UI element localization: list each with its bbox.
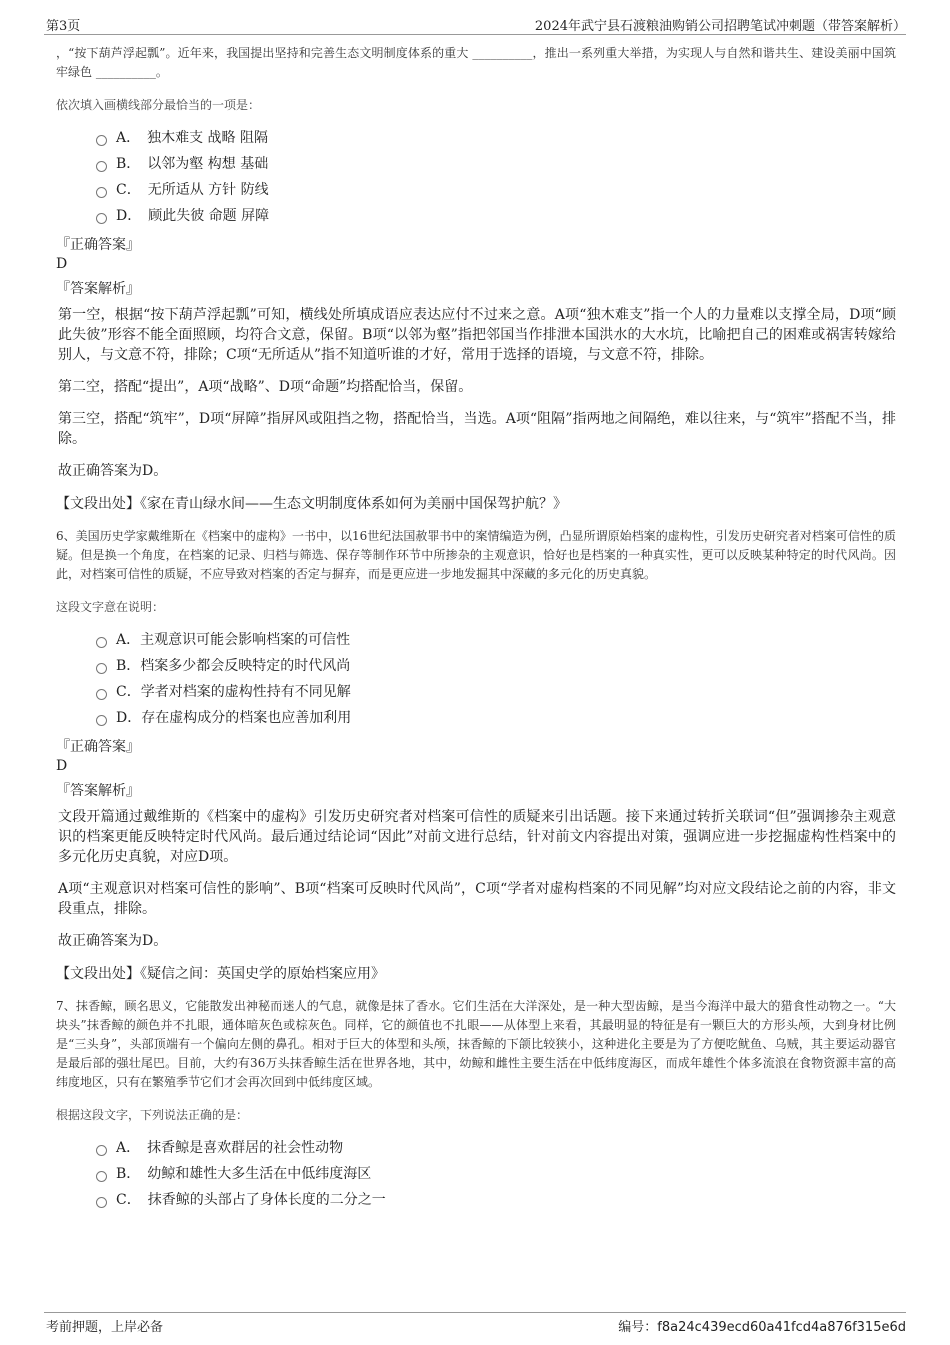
q7-prompt: 根据这段文字，下列说法正确的是： xyxy=(56,1108,249,1122)
q6-option-d[interactable]: D．存在虚构成分的档案也应善加利用 xyxy=(96,705,896,731)
document-id: 编号：f8a24c439ecd60a41fcd4a876f315e6d xyxy=(618,1320,906,1335)
q6-analysis-label: 『答案解析』 xyxy=(56,783,140,799)
q6-option-c[interactable]: C．学者对档案的虚构性持有不同见解 xyxy=(96,679,896,705)
q7-option-a[interactable]: A． 抹香鲸是喜欢群居的社会性动物 xyxy=(96,1135,896,1161)
q6-analysis-paragraph: 故正确答案为D。 xyxy=(58,933,168,949)
q5-options xyxy=(96,125,896,229)
q7-option-b[interactable]: B． 幼鲸和雄性大多生活在中低纬度海区 xyxy=(96,1161,896,1187)
q5-option-a[interactable]: A． 独木难支 战略 阻隔 xyxy=(96,125,896,151)
q6-option-b[interactable]: B．档案多少都会反映特定的时代风尚 xyxy=(96,653,896,679)
document-title: 2024年武宁县石渡粮油购销公司招聘笔试冲刺题（带答案解析） xyxy=(534,19,906,34)
q5-option-d[interactable]: D． 顾此失彼 命题 屏障 xyxy=(96,203,896,229)
radio-icon[interactable] xyxy=(96,161,107,172)
q6-analysis-paragraph: A项“主观意识对档案可信性的影响”、B项“档案可反映时代风尚”，C项“学者对虚构档案的不同见解”均对应文段结论之前的内容，非文段重点，排除。 xyxy=(58,881,896,917)
q6-answer-label: 『正确答案』 xyxy=(56,739,140,755)
q5-stem: ，“按下葫芦浮起瓢”。近年来，我国提出坚持和完善生态文明制度体系的重大 __________，推出一系列重大举措，为实现人与自然和谐共生、建设美丽中国筑牢绿色 __________。 xyxy=(56,46,896,79)
q5-source: 【文段出处】《家在青山绿水间——生态文明制度体系如何为美丽中国保驾护航？》 xyxy=(56,496,567,512)
radio-icon[interactable] xyxy=(96,1145,107,1156)
q7-stem: 7、抹香鲸，顾名思义，它能散发出神秘而迷人的气息，就像是抹了香水。它们生活在大洋深处，是一种大型齿鲸，是当今海洋中最大的猎食性动物之一。“大块头”抹香鲸的颜色并不扎眼，通体暗灰色或棕灰色。同样，它的颜值也不扎眼——从体型上来看，其最明显的特征是有一颗巨大的方形头颅，大到身材比例是“三头身”，头部顶端有一个偏向左侧的鼻孔。相对于巨大的体型和头颅，抹香鲸的下颌比较狭小，这种进化主要是为了方便吃鱿鱼、乌贼，其主要运动器官是最后部的强壮尾巴。目前，大约有36万头抹香鲸生活在世界各地，其中，幼鲸和雌性主要生活在中低纬度海区，而成年雄性个体多流浪在食物资源丰富的高纬度地区，只有在繁殖季节它们才会再次回到中低纬度区域。 xyxy=(56,999,896,1089)
q6-analysis xyxy=(58,807,896,951)
page-number: 第3页 xyxy=(46,19,81,34)
q5-analysis-paragraph: 第二空，搭配“提出”，A项“战略”、D项“命题”均搭配恰当，保留。 xyxy=(58,379,473,395)
q6-source: 【文段出处】《疑信之间：英国史学的原始档案应用》 xyxy=(56,966,385,982)
q5-answer-label: 『正确答案』 xyxy=(56,237,140,253)
radio-icon[interactable] xyxy=(96,715,107,726)
q5-option-b[interactable]: B． 以邻为壑 构想 基础 xyxy=(96,151,896,177)
radio-icon[interactable] xyxy=(96,187,107,198)
radio-icon[interactable] xyxy=(96,663,107,674)
radio-icon[interactable] xyxy=(96,1171,107,1182)
q5-answer: D xyxy=(56,256,68,272)
q6-prompt: 这段文字意在说明： xyxy=(56,600,165,614)
radio-icon[interactable] xyxy=(96,637,107,648)
radio-icon[interactable] xyxy=(96,689,107,700)
q6-answer: D xyxy=(56,758,68,774)
q5-analysis-label: 『答案解析』 xyxy=(56,281,140,297)
q6-option-a[interactable]: A．主观意识可能会影响档案的可信性 xyxy=(96,627,896,653)
radio-icon[interactable] xyxy=(96,135,107,146)
document-body xyxy=(56,44,896,1213)
radio-icon[interactable] xyxy=(96,213,107,224)
q5-analysis-paragraph: 第一空，根据“按下葫芦浮起瓢”可知，横线处所填成语应表达应付不过来之意。A项“独木难支”指一个人的力量难以支撑全局，D项“顾此失彼”形容不能全面照顾，均符合文意，保留。B项“以邻为壑”指把邻国当作排泄本国洪水的大水坑，比喻把自己的困难或祸害转嫁给别人，与文意不符，排除；C项“无所适从”指不知道听谁的才好，常用于选择的语境，与文意不符，排除。 xyxy=(58,307,896,363)
q7-options xyxy=(96,1135,896,1213)
q6-options xyxy=(96,627,896,731)
q5-analysis xyxy=(58,305,896,481)
q6-analysis-paragraph: 文段开篇通过戴维斯的《档案中的虚构》引发历史研究者对档案可信性的质疑来引出话题。接下来通过转折关联词“但”强调掺杂主观意识的档案更能反映特定时代风尚。最后通过结论词“因此”对前文进行总结，针对前文内容提出对策，强调应进一步挖掘虚构性档案中的多元化历史真貌，对应D项。 xyxy=(58,809,896,865)
page-footer xyxy=(44,1312,906,1335)
q5-analysis-paragraph: 第三空，搭配“筑牢”，D项“屏障”指屏风或阻挡之物，搭配恰当，当选。A项“阻隔”指两地之间隔绝，难以往来，与“筑牢”搭配不当，排除。 xyxy=(58,411,896,447)
radio-icon[interactable] xyxy=(96,1197,107,1208)
page-header xyxy=(44,12,906,35)
q6-stem: 6、美国历史学家戴维斯在《档案中的虚构》一书中，以16世纪法国赦罪书中的案情编造为例，凸显所谓原始档案的虚构性，引发历史研究者对档案可信性的质疑。但是换一个角度，在档案的记录、归档与筛选、保存等制作环节中所掺杂的主观意识，恰好也是档案的一种真实性，更可以反映某种特定的时代风尚。因此，对档案可信性的质疑，不应导致对档案的否定与摒弃，而是更应进一步地发掘其中深藏的多元化的历史真貌。 xyxy=(56,529,896,581)
q5-option-c[interactable]: C． 无所适从 方针 防线 xyxy=(96,177,896,203)
q7-option-c[interactable]: C． 抹香鲸的头部占了身体长度的二分之一 xyxy=(96,1187,896,1213)
q5-analysis-paragraph: 故正确答案为D。 xyxy=(58,463,168,479)
footer-slogan: 考前押题，上岸必备 xyxy=(46,1320,164,1335)
q5-prompt: 依次填入画横线部分最恰当的一项是： xyxy=(56,98,261,112)
